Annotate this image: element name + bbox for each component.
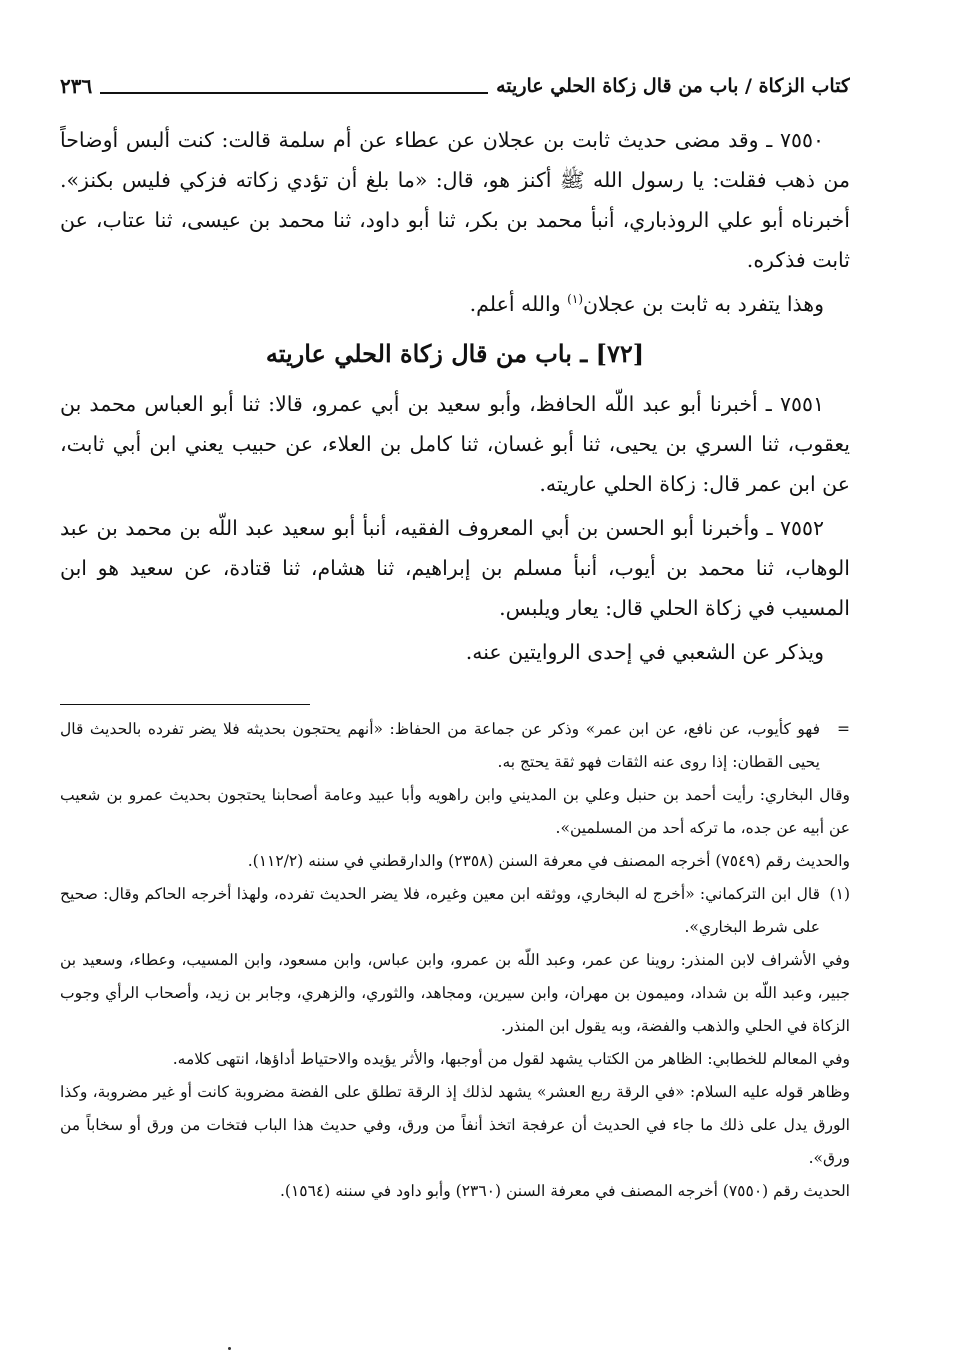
header-rule — [100, 92, 488, 94]
main-text — [60, 120, 850, 672]
maalim-text: وفي المعالم للخطابي: الظاهر من الكتاب يشهد لقول من أوجبها، والأثر يؤيده والاحتياط أداؤها، انتهى كلامه. — [172, 1050, 850, 1068]
footnote-ishraf — [60, 944, 850, 1043]
footnote-1-text: قال ابن التركماني: «أخرج له البخاري، ووثقه ابن معين وغيره، فلا يضر الحديث تفرده، ولهذا أخرجه الحاكم وقال: صحيح على شرط البخاري». — [60, 885, 820, 936]
footnote-continuation — [60, 713, 850, 779]
paragraph-tafarrud — [60, 284, 850, 324]
footnote-hadith-7549 — [60, 845, 850, 878]
footnote-ref-1[interactable]: (١) — [567, 292, 583, 307]
footnote-hadith-7550 — [60, 1175, 850, 1208]
page-speck — [228, 1347, 231, 1350]
paragraph-shaabi: ويذكر عن الشعبي في إحدى الروايتين عنه. — [465, 640, 824, 664]
hadith-7549-text: والحديث رقم (٧٥٤٩) أخرجه المصنف في معرفة السنن (٢٣٥٨) والدارقطني في سننه (١١٢/٢). — [247, 852, 850, 870]
continuation-text: فهو كأيوب، عن نافع، عن ابن عمر» وذكر عن جماعة من الحفاظ: «أنهم يحتجون بحديثه فلا يضر تفرده بالحديث قال يحيى القطان: إذا روى عنه الثقات فهو ثقة يحتج به. — [60, 720, 820, 771]
running-title: كتاب الزكاة / باب من قال زكاة الحلي عاريته — [496, 75, 850, 97]
zahir-text: وظاهر قوله عليه السلام: «في الرقة ربع العشر» يشهد لذلك إذ الرقة تطلق على الفضة مضروبة كانت أو غير مضروبة، وكذا الورق يدل على ذلك ما جاء في الحديث أن عرفجة اتخذ أنفاً من ورق، وفي حديث هذا الباب فتخات من ورق أو سخاباً من ورق». — [60, 1083, 850, 1167]
paragraph-7550: ٧٥٥٠ ـ وقد مضى حديث ثابت بن عجلان عن عطاء عن أم سلمة قالت: كنت ألبس أوضاحاً من ذهب فقلت: يا رسول الله ﷺ أكنز هو، قال: «ما بلغ أن تؤدي زكاته فزكي فليس بكنز». أخبرناه أبو علي الروذباري، أنبأ محمد بن بكر، ثنا أبو داود، ثنا محمد بن عيسى، ثنا عتاب، عن ثابت فذكره. — [60, 128, 850, 272]
bukhari-text: وقال البخاري: رأيت أحمد بن حنبل وعلي بن المديني وابن راهويه وأبا عبيد وعامة أصحابنا يحتجون بحديث عمرو بن شعيب عن أبيه عن جده، ما تركه أحد من المسلمين». — [60, 786, 850, 837]
ishraf-text: وفي الأشراف لابن المنذر: روينا عن عمر، وعبد اللّه بن عمرو، وابن عباس، وابن مسعود، وابن المسيب، وعطاء، وسعيد بن جبير، وعبد اللّه بن شداد، وميمون بن مهران، وابن سيرين، ومجاهد، والثوري، والزهري، وجابر بن زيد، وأصحاب الرأي وجوب الزكاة في الحلي والذهب والفضة، وبه يقول ابن المنذر. — [60, 951, 850, 1035]
footnote-bukhari — [60, 779, 850, 845]
tafarrud-text: وهذا يتفرد به ثابت بن عجلان — [583, 292, 824, 316]
footnote-zahir — [60, 1076, 850, 1175]
footnote-1 — [60, 878, 850, 944]
hadith-7550-text: الحديث رقم (٧٥٥٠) أخرجه المصنف في معرفة السنن (٢٣٦٠) وأبو داود في سننه (١٥٦٤). — [279, 1182, 850, 1200]
page-header — [60, 58, 850, 114]
page-number: ٢٣٦ — [60, 74, 93, 98]
page — [60, 58, 850, 1318]
tafarrud-closing: والله أعلم. — [469, 292, 568, 316]
footnote-separator — [60, 704, 850, 705]
paragraph-7552: ٧٥٥٢ ـ وأخبرنا أبو الحسن بن أبي المعروف الفقيه، أنبأ أبو سعيد عبد اللّه بن محمد بن عبد الوهاب، ثنا محمد بن أيوب، أنبأ مسلم بن إبراهيم، ثنا هشام، ثنا قتادة، عن سعيد هو ابن المسيب في زكاة الحلي قال: يعار ويلبس. — [60, 516, 850, 620]
footnotes — [60, 713, 850, 1208]
paragraph-7551: ٧٥٥١ ـ أخبرنا أبو عبد اللّه الحافظ، وأبو سعيد بن أبي عمرو، قالا: ثنا أبو العباس محمد بن يعقوب، ثنا السري بن يحيى، ثنا أبو غسان، ثنا كامل بن العلاء، عن حبيب يعني ابن أبي ثابت، عن ابن عمر قال: زكاة الحلي عاريته. — [60, 392, 850, 496]
chapter-heading: [٧٢] ـ باب من قال زكاة الحلي عاريته — [265, 339, 645, 368]
footnote-1-mark: (١) — [829, 885, 850, 903]
footnote-maalim — [60, 1043, 850, 1076]
continuation-mark: = — [837, 720, 850, 738]
